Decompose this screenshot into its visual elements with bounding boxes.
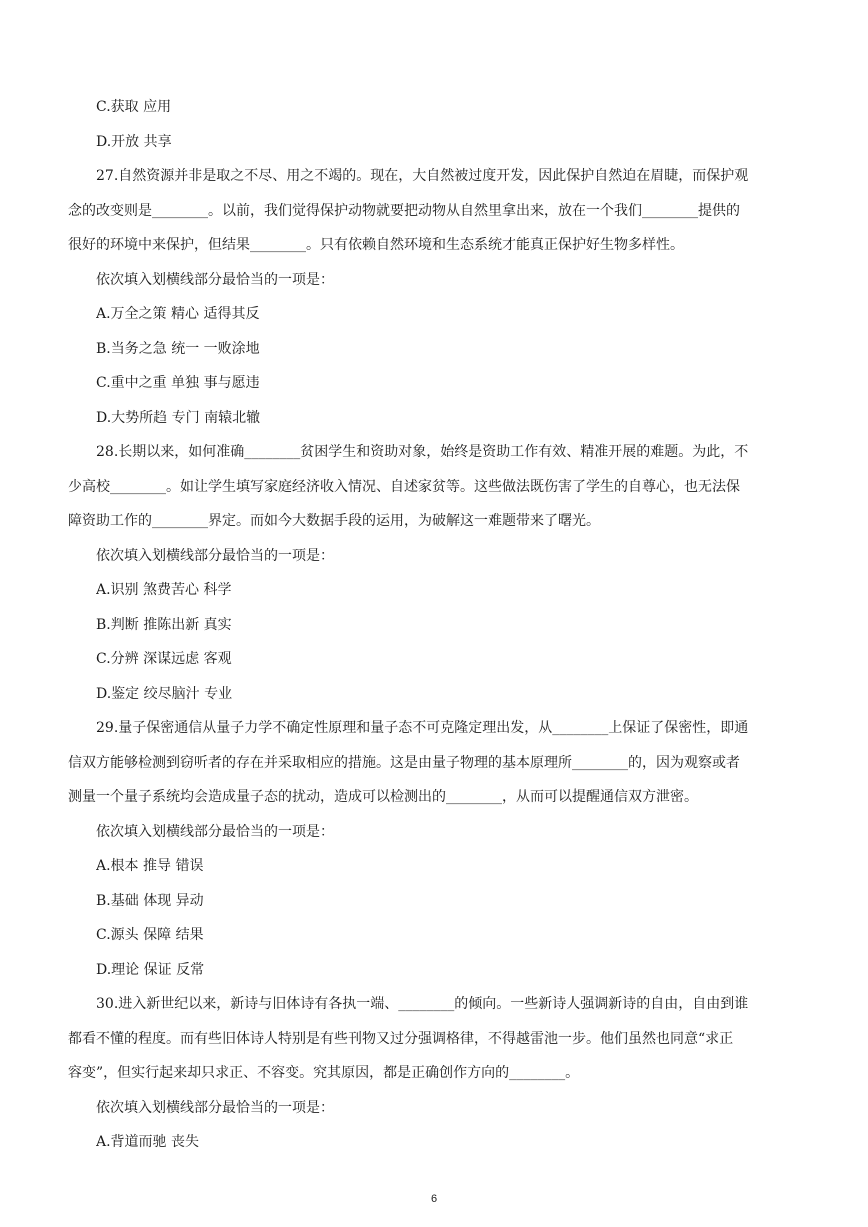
option-29-c: C.源头 保障 结果 [96, 927, 204, 943]
question-29-line-2: 信双方能够检测到窃听者的存在并采取相应的措施。这是由量子物理的基本原理所________的，因为观察或者 [68, 754, 740, 771]
option-28-b: B.判断 推陈出新 真实 [96, 616, 232, 633]
question-28-line-2: 少高校________。如让学生填写家庭经济收入情况、自述家贫等。这些做法既伤害了学生的自尊心，也无法保 [68, 478, 740, 495]
question-30-line-2: 都看不懂的程度。而有些旧体诗人特别是有些刊物又过分强调格律，不得越雷池一步。他们虽然也同意“求正 [68, 1030, 734, 1047]
question-27-line-2: 念的改变则是________。以前，我们觉得保护动物就要把动物从自然里拿出来，放在一个我们________提供的 [68, 202, 740, 219]
question-30-line-3: 容变”，但实行起来却只求正、不容变。究其原因，都是正确创作方向的________。 [68, 1065, 580, 1081]
question-27-prompt: 依次填入划横线部分最恰当的一项是： [96, 271, 334, 288]
option-29-d: D.理论 保证 反常 [96, 961, 205, 978]
question-29-line-1: 29.量子保密通信从量子力学不确定性原理和量子态不可克隆定理出发，从________上保证了保密性，即通 [96, 720, 749, 736]
question-28-line-1: 28.长期以来，如何准确________贫困学生和资助对象，始终是资助工作有效、精准开展的难题。为此，不 [96, 444, 749, 460]
question-27-line-3: 很好的环境中来保护，但结果________。只有依赖自然环境和生态系统才能真正保护好生物多样性。 [68, 237, 684, 253]
option-27-b: B.当务之急 统一 一败涂地 [96, 340, 260, 357]
option-27-d: D.大势所趋 专门 南辕北辙 [96, 409, 261, 426]
question-28-prompt: 依次填入划横线部分最恰当的一项是： [96, 547, 334, 564]
question-30-prompt: 依次填入划横线部分最恰当的一项是： [96, 1099, 334, 1116]
option-28-d: D.鉴定 绞尽脑汁 专业 [96, 685, 233, 702]
page-content [68, 90, 776, 1160]
option-26-d: D.开放 共享 [96, 133, 172, 150]
option-28-c: C.分辨 深谋远虑 客观 [96, 651, 232, 667]
option-29-b: B.基础 体现 异动 [96, 892, 204, 909]
page-number: 6 [430, 1193, 438, 1205]
question-28-line-3: 障资助工作的________界定。而如今大数据手段的运用，为破解这一难题带来了曙光。 [68, 513, 600, 529]
question-29-line-3: 测量一个量子系统均会造成量子态的扰动，造成可以检测出的________，从而可以提醒通信双方泄密。 [68, 789, 698, 805]
option-30-a: A.背道而驰 丧失 [96, 1134, 200, 1150]
option-27-a: A.万全之策 精心 适得其反 [96, 306, 260, 322]
option-29-a: A.根本 推导 错误 [96, 858, 204, 874]
question-30-line-1: 30.进入新世纪以来，新诗与旧体诗有各执一端、________的倾向。一些新诗人强调新诗的自由，自由到谁 [96, 996, 749, 1012]
option-26-c: C.获取 应用 [96, 99, 172, 115]
question-29-prompt: 依次填入划横线部分最恰当的一项是： [96, 823, 334, 840]
option-28-a: A.识别 煞费苦心 科学 [96, 582, 232, 598]
question-27-line-1: 27.自然资源并非是取之不尽、用之不竭的。现在，大自然被过度开发，因此保护自然迫在眉睫，而保护观 [96, 168, 749, 184]
option-27-c: C.重中之重 单独 事与愿违 [96, 375, 260, 391]
